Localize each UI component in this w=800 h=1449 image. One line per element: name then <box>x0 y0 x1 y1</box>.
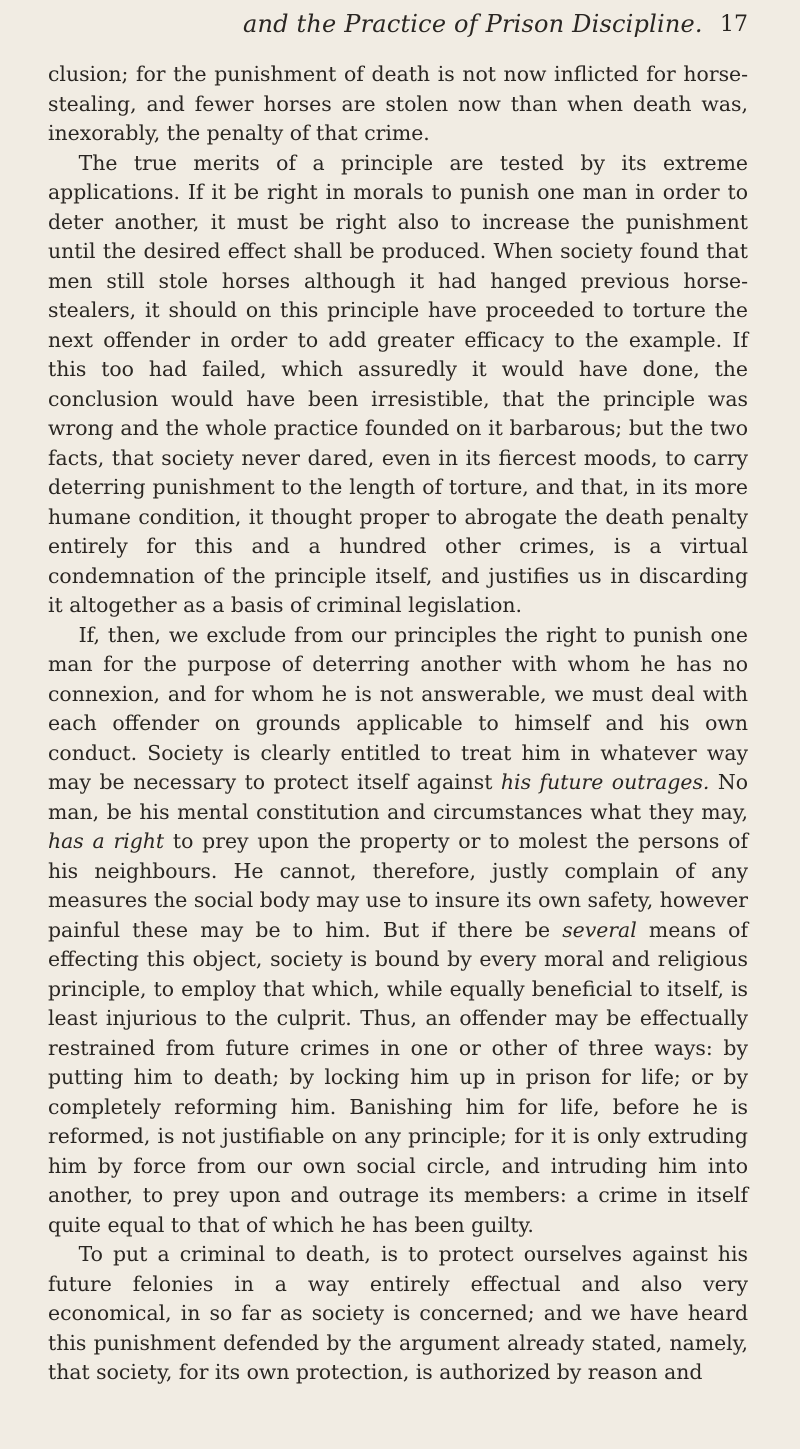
italic-text: has a right <box>48 829 165 853</box>
text-segment: clusion; for the punishment of death is not now inflicted for horse-stealing, and fewer horses are stolen now than when death was, inexorably, the penalty of that crime. <box>48 62 748 145</box>
paragraph <box>48 60 748 149</box>
text-segment: No man, be his mental constitution and circumstances what they may, <box>48 770 748 824</box>
page-header <box>48 0 748 60</box>
running-title: and the Practice of Prison Discipline. <box>243 10 703 38</box>
text-segment: The true merits of a principle are tested by its extreme applications. If it be right in morals to punish one man in order to deter another, it must be right also to increase the punishment until the desired effect shall be produced. When society found that men still stole horses although it had hanged previous horse-stealers, it should on this principle have proceeded to torture the next offender in order to add greater efficacy to the example. If this too had failed, which assuredly it would have done, the conclusion would have been irresistible, that the principle was wrong and the whole practice founded on it barbarous; but the two facts, that society never dared, even in its fiercest moods, to carry deterring punishment to the length of torture, and that, in its more humane condition, it thought proper to abrogate the death penalty entirely for this and a hundred other crimes, is a virtual condemnation of the principle itself, and justifies us in discarding it altogether as a basis of criminal legislation. <box>48 150 748 617</box>
body-text <box>48 60 748 1388</box>
italic-text: his future outrages. <box>500 770 710 794</box>
text-segment: If, then, we exclude from our principles the right to punish one man for the purpose of deterring another with whom he has no connexion, and for whom he is not answerable, we must deal with each offender on grounds applicable to himself and his own conduct. Society is clearly entitled to treat him in whatever way may be necessary to protect itself against <box>48 622 748 794</box>
text-segment: to prey upon the property or to molest the persons of his neighbours. He cannot, therefore, justly complain of any measures the social body may use to insure its own safety, however painful these may be to him. But if there be <box>48 829 748 942</box>
page-number: 17 <box>720 12 748 37</box>
italic-text: several <box>562 917 637 942</box>
paragraph <box>48 621 748 1241</box>
paragraph <box>48 1240 748 1388</box>
text-segment: means of effecting this object, society is bound by every moral and religious principle, to employ that which, while equally beneficial to itself, is least injurious to the culprit. Thus, an offender may be effectually restrained from future crimes in one or other of three ways: by putting him to death; by locking him up in prison for life; or by completely reforming him. Banishing him for life, before he is reformed, is not justifiable on any principle; for it is only extruding him by force from our own social circle, and intruding him into another, to prey upon and outrage its members: a crime in itself quite equal to that of which he has been guilty. <box>48 917 748 1237</box>
paragraph <box>48 149 748 621</box>
text-segment: To put a criminal to death, is to protect ourselves against his future felonies in a way entirely effectual and also very economical, in so far as society is concerned; and we have heard this punishment defended by the argument already stated, namely, that society, for its own protection, is authorized by reason and <box>48 1242 748 1384</box>
